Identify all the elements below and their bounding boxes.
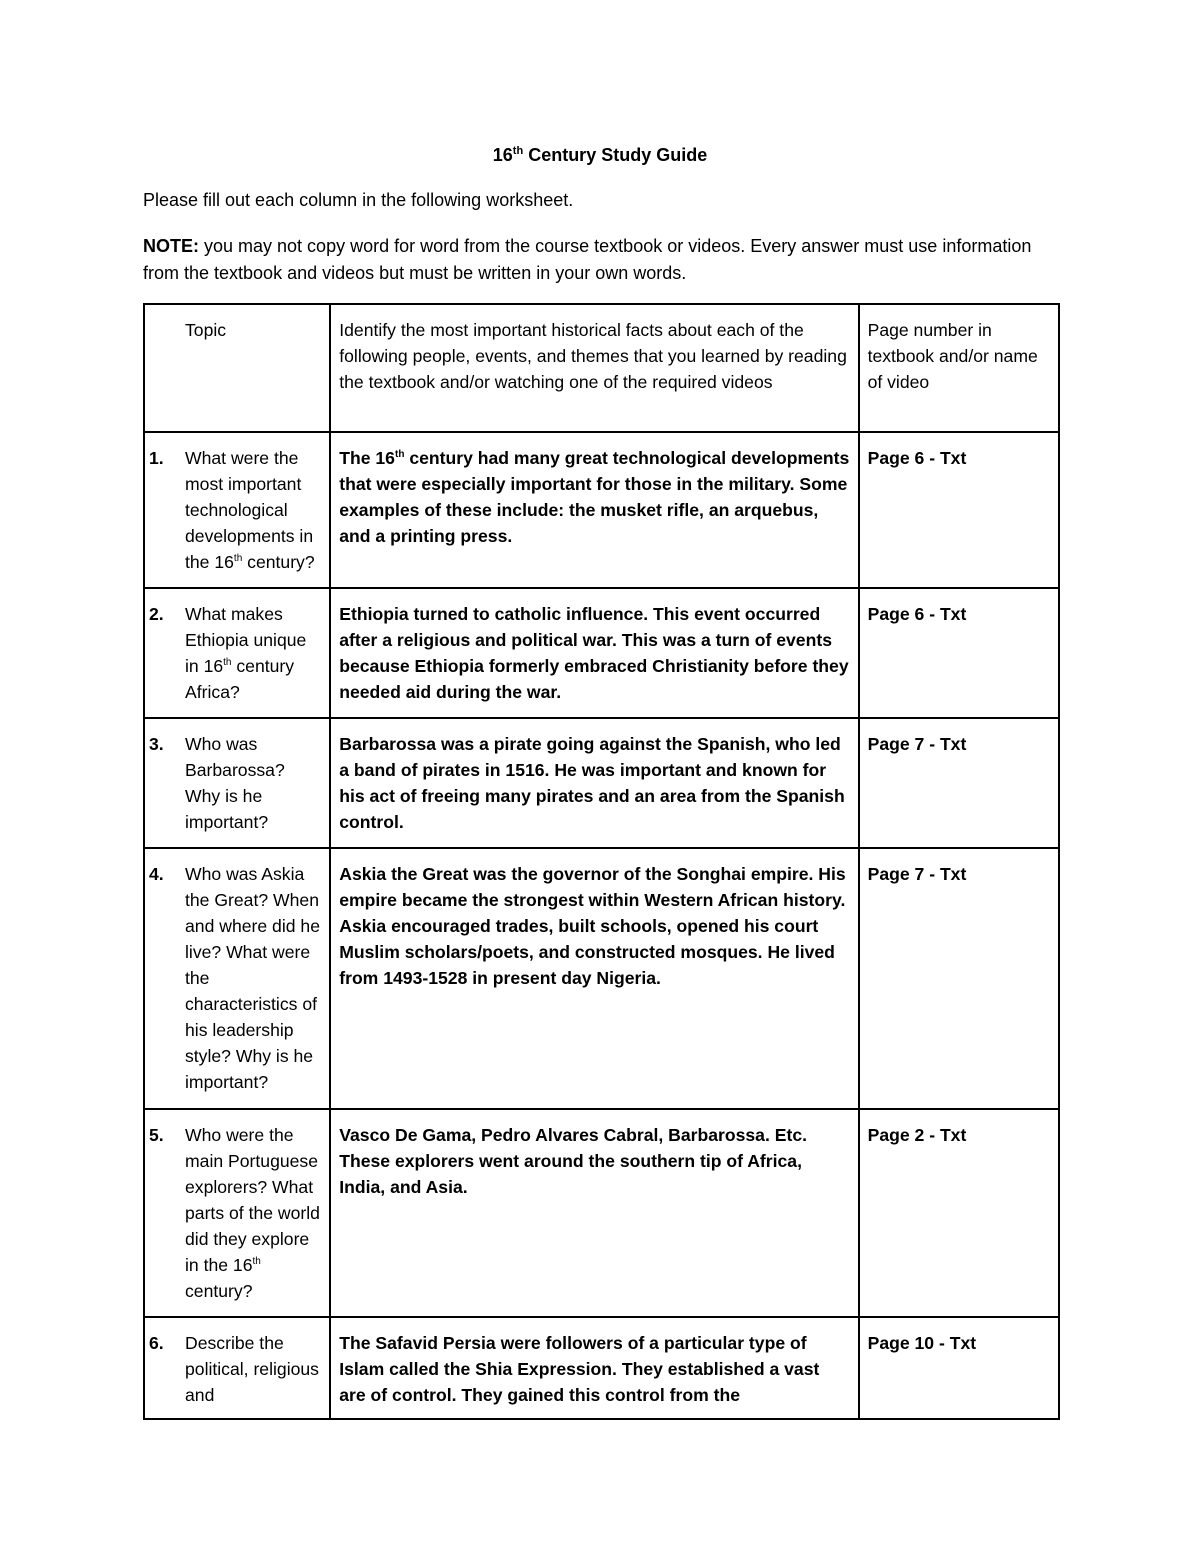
topic-cell bbox=[144, 718, 330, 848]
topic-text: Describe the political, religious and bbox=[185, 1333, 319, 1405]
answer-cell: Ethiopia turned to catholic influence. This event occurred after a religious and political war. This was a turn of events because Ethiopia formerly embraced Christianity before they needed aid during the war. bbox=[330, 588, 858, 718]
row-number: 4. bbox=[149, 864, 164, 884]
table-row bbox=[144, 432, 1059, 588]
topic-cell bbox=[144, 1317, 330, 1419]
topic-cell bbox=[144, 848, 330, 1109]
table-header-row bbox=[144, 304, 1059, 432]
page-title: 16th Century Study Guide bbox=[492, 145, 708, 165]
topic-text: Who were the main Portuguese explorers? What parts of the world did they explore in the 16th century? bbox=[185, 1125, 320, 1301]
page-reference: Page 10 - Txt bbox=[859, 1317, 1059, 1419]
page-reference: Page 6 - Txt bbox=[859, 432, 1059, 588]
topic-cell bbox=[144, 432, 330, 588]
header-facts: Identify the most important historical facts about each of the following people, events, and themes that you learned by reading the textbook and/or watching one of the required videos bbox=[330, 304, 858, 432]
answer-cell: Vasco De Gama, Pedro Alvares Cabral, Barbarossa. Etc. These explorers went around the southern tip of Africa, India, and Asia. bbox=[330, 1109, 858, 1317]
table-row bbox=[144, 1109, 1059, 1317]
row-number: 2. bbox=[149, 604, 164, 624]
study-guide-table bbox=[143, 303, 1060, 1420]
topic-cell bbox=[144, 1109, 330, 1317]
intro-text: Please fill out each column in the following worksheet. bbox=[143, 190, 574, 210]
header-topic: Topic bbox=[185, 320, 227, 340]
note-paragraph bbox=[143, 233, 1063, 287]
topic-text: Who was Askia the Great? When and where did he live? What were the characteristics of his leadership style? Why is he important? bbox=[185, 864, 320, 1092]
answer-cell: The 16th century had many great technological developments that were especially important for those in the military. Some examples of these include: the musket rifle, an arquebus, and a printing press. bbox=[330, 432, 858, 588]
topic-text: Who was Barbarossa? Why is he important? bbox=[185, 734, 285, 832]
table-row bbox=[144, 1317, 1059, 1419]
page-reference: Page 2 - Txt bbox=[859, 1109, 1059, 1317]
row-number: 3. bbox=[149, 734, 164, 754]
page-reference: Page 7 - Txt bbox=[859, 718, 1059, 848]
answer-cell: Askia the Great was the governor of the Songhai empire. His empire became the strongest within Western African history. Askia encouraged trades, built schools, opened his court Muslim scholars/poets, and constructed mosques. He lived from 1493-1528 in present day Nigeria. bbox=[330, 848, 858, 1109]
table-row bbox=[144, 588, 1059, 718]
page-reference: Page 6 - Txt bbox=[859, 588, 1059, 718]
table-row bbox=[144, 718, 1059, 848]
table-row bbox=[144, 848, 1059, 1109]
topic-text: What were the most important technological developments in the 16th century? bbox=[185, 448, 315, 572]
header-topic-cell bbox=[144, 304, 330, 432]
note-text: you may not copy word for word from the course textbook or videos. Every answer must use information from the textbook and videos but must be written in your own words. bbox=[143, 236, 1032, 283]
topic-cell bbox=[144, 588, 330, 718]
answer-cell: The Safavid Persia were followers of a particular type of Islam called the Shia Expression. They established a vast are of control. They gained this control from the bbox=[330, 1317, 858, 1419]
page-reference: Page 7 - Txt bbox=[859, 848, 1059, 1109]
row-number: 5. bbox=[149, 1125, 164, 1145]
topic-text: What makes Ethiopia unique in 16th century Africa? bbox=[185, 604, 307, 702]
note-label: NOTE: bbox=[143, 236, 199, 256]
row-number: 6. bbox=[149, 1333, 164, 1353]
row-number: 1. bbox=[149, 448, 164, 468]
answer-cell: Barbarossa was a pirate going against the Spanish, who led a band of pirates in 1516. He was important and known for his act of freeing many pirates and an area from the Spanish control. bbox=[330, 718, 858, 848]
header-page: Page number in textbook and/or name of video bbox=[859, 304, 1059, 432]
